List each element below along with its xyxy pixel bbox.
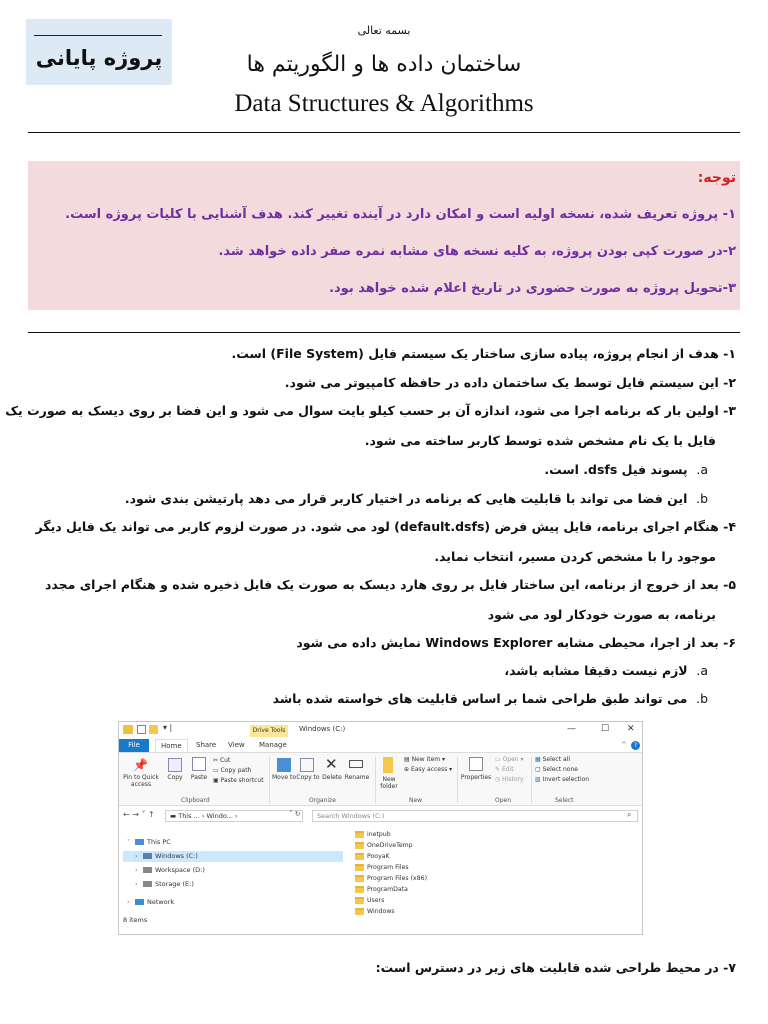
chevron-right-icon: › xyxy=(135,880,138,888)
history-icon: ◷ xyxy=(495,776,503,783)
list-item[interactable] xyxy=(355,907,395,916)
list-item[interactable] xyxy=(355,896,384,905)
file-list xyxy=(351,826,641,934)
folder-icon xyxy=(355,886,364,893)
help-icon[interactable]: ? xyxy=(631,741,640,750)
sub-marker: a. xyxy=(696,663,708,678)
nav-windows-c[interactable] xyxy=(135,852,198,860)
search-input[interactable]: Search Windows (C:) xyxy=(312,810,638,822)
easy-access-button[interactable]: ⊕ Easy access ▾ xyxy=(404,766,453,773)
edit-button[interactable] xyxy=(495,766,514,773)
navigation-pane xyxy=(119,826,344,934)
item-6-sub-b xyxy=(273,691,708,706)
rename-icon xyxy=(349,760,363,768)
drive-icon xyxy=(143,867,152,873)
title-persian: ساختمان داده ها و الگوریتم ها xyxy=(246,52,522,77)
invert-selection-icon: ▧ xyxy=(535,776,543,783)
sub-marker: b. xyxy=(696,491,708,506)
invert-selection-button[interactable] xyxy=(535,776,589,783)
item-4-line-2: موجود را با مشخص کردن مسیر، انتخاب نماید. xyxy=(434,549,716,564)
list-item[interactable] xyxy=(355,852,390,861)
close-icon[interactable]: ✕ xyxy=(627,724,635,734)
list-item[interactable] xyxy=(355,885,408,894)
list-item-label: Users xyxy=(367,897,385,904)
tab-view[interactable]: View xyxy=(228,741,245,749)
edit-icon: ✎ xyxy=(495,766,502,773)
computer-icon xyxy=(135,839,144,845)
new-item-button[interactable]: ▤ New item ▾ xyxy=(404,756,446,763)
move-to-icon xyxy=(277,758,291,772)
address-row xyxy=(119,808,642,823)
delete-icon: ✕ xyxy=(325,755,338,773)
group-open: Open xyxy=(495,797,512,804)
nav-label: Network xyxy=(147,898,175,906)
history-button[interactable] xyxy=(495,776,524,783)
properties-check-icon xyxy=(469,757,483,771)
select-none-button[interactable] xyxy=(535,766,578,773)
drive-icon: ▬ xyxy=(170,812,179,820)
sub-text: می تواند طبق طراحی شما بر اساس قابلیت های خواسته شده باشد xyxy=(272,691,688,706)
ribbon xyxy=(119,752,642,806)
item-count: 8 items xyxy=(123,916,148,924)
paste-button[interactable]: Paste xyxy=(190,774,208,781)
item-2: ۲- این سیستم فایل توسط یک ساختمان داده در حافظه کامپیوتر می شود. xyxy=(284,375,736,390)
drive-icon xyxy=(143,881,152,887)
scissors-icon: ✂ xyxy=(213,757,220,764)
select-all-icon: ▦ xyxy=(535,756,543,763)
copy-button[interactable]: Copy xyxy=(167,774,183,781)
list-item-label: Program Files xyxy=(367,864,409,871)
nav-label: This PC xyxy=(147,838,171,846)
basmala: بسمه تعالی xyxy=(357,24,411,37)
open-icon: ▭ xyxy=(495,756,503,763)
section-divider xyxy=(28,332,740,333)
item-5-line-2: برنامه، به صورت خودکار لود می شود xyxy=(487,607,716,622)
item-7: ۷- در محیط طراحی شده قابلیت های زیر در دسترس است: xyxy=(375,960,736,975)
copy-path-button[interactable] xyxy=(213,767,251,774)
new-folder-icon xyxy=(383,757,393,773)
group-new: New xyxy=(409,797,423,804)
list-item[interactable] xyxy=(355,863,409,872)
properties-button[interactable]: Properties xyxy=(460,774,492,781)
nav-label: Storage (E:) xyxy=(155,880,194,888)
title-bar xyxy=(119,722,642,738)
open-label: Open xyxy=(502,756,519,763)
folder-icon xyxy=(355,831,364,838)
folder-icon xyxy=(355,864,364,871)
sub-marker: a. xyxy=(696,462,708,477)
group-clipboard: Clipboard xyxy=(181,797,210,804)
select-all-button[interactable] xyxy=(535,756,570,763)
nav-network[interactable] xyxy=(127,898,174,906)
easy-access-label: Easy access xyxy=(410,766,448,773)
folder-icon xyxy=(355,853,364,860)
nav-storage-e[interactable] xyxy=(135,880,194,888)
item-3-sub-b xyxy=(125,491,708,506)
select-all-label: Select all xyxy=(542,756,571,763)
new-item-label: New item xyxy=(411,756,441,763)
ribbon-separator xyxy=(457,757,458,803)
list-item[interactable] xyxy=(355,874,427,883)
new-folder-icon xyxy=(149,725,158,734)
chevron-right-icon: › xyxy=(127,898,130,906)
nav-this-pc[interactable] xyxy=(127,838,171,846)
new-item-icon: ▤ xyxy=(404,756,412,763)
item-6-sub-a xyxy=(504,663,708,678)
new-folder-button[interactable]: New folder xyxy=(380,776,398,790)
quick-access-dropdown-icon[interactable]: ▾ | xyxy=(163,723,173,732)
list-item[interactable] xyxy=(355,841,413,850)
copy-icon xyxy=(168,758,182,772)
explorer-window xyxy=(118,721,643,935)
copy-to-button[interactable]: Copy to xyxy=(296,774,320,781)
delete-button[interactable]: Delete xyxy=(322,774,342,781)
ribbon-tabs xyxy=(119,739,642,752)
notice-item-1: ۱- پروژه تعریف شده، نسخه اولیه است و امکان دارد در آینده تغییر کند. هدف آشنایی با کلیات پروژه است. xyxy=(65,207,736,222)
item-4-line-1: ۴- هنگام اجرای برنامه، فایل پیش فرض (default.dsfs) لود می شود. در صورت لزوم کاربر می تواند یک فایل دیگر xyxy=(35,519,736,534)
copy-path-icon: ▭ xyxy=(213,767,221,774)
tab-manage[interactable]: Manage xyxy=(259,741,287,749)
sub-text: لازم نیست دقیقا مشابه باشد، xyxy=(504,663,688,678)
header-divider xyxy=(28,132,740,133)
tab-share[interactable]: Share xyxy=(196,741,217,749)
list-item-label: Program Files (x86) xyxy=(367,875,427,882)
history-label: History xyxy=(502,776,524,783)
window-title: Windows (C:) xyxy=(299,725,346,733)
paste-shortcut-button[interactable] xyxy=(213,777,264,784)
chevron-right-icon: › xyxy=(135,866,138,874)
properties-icon xyxy=(137,725,146,734)
tab-home[interactable]: Home xyxy=(155,739,188,752)
item-5-line-1: ۵- بعد از خروج از برنامه، این ساختار فایل بر روی هارد دیسک به صورت یک فایل ذخیره شده و هنگام اجرای مجدد xyxy=(44,577,736,592)
tab-file[interactable]: File xyxy=(119,739,149,752)
search-icon[interactable]: ⌕ xyxy=(627,810,632,819)
paste-icon xyxy=(192,757,206,771)
item-3-line-2: فایل با یک نام مشخص شده توسط کاربر ساخته می شود. xyxy=(364,433,716,448)
maximize-icon[interactable]: ☐ xyxy=(601,724,610,734)
address-text: This ... › Windo... › xyxy=(178,812,238,820)
list-item-label: ProgramData xyxy=(367,886,408,893)
list-item-label: OneDriveTemp xyxy=(367,842,413,849)
edit-label: Edit xyxy=(501,766,514,773)
ribbon-separator xyxy=(269,757,270,803)
pin-button[interactable]: Pin to Quick access xyxy=(123,774,159,788)
nav-label: Workspace (D:) xyxy=(155,866,205,874)
list-item-label: PooyaK xyxy=(367,853,390,860)
badge-label: پروژه پایانی xyxy=(35,46,163,70)
nav-arrows-icon[interactable]: ← → ˅ ↑ xyxy=(123,810,155,819)
address-bar[interactable] xyxy=(165,810,303,822)
drive-tools-tab[interactable]: Drive Tools xyxy=(250,725,288,737)
folder-icon xyxy=(355,842,364,849)
minimize-icon[interactable]: — xyxy=(567,724,576,734)
cut-label: Cut xyxy=(219,757,231,764)
paste-shortcut-label: Paste shortcut xyxy=(220,777,264,784)
invert-selection-label: Invert selection xyxy=(542,776,590,783)
folder-icon xyxy=(355,875,364,882)
item-1: ۱- هدف از انجام پروژه، پیاده سازی ساختار یک سیستم فایل (File System) است. xyxy=(231,346,736,361)
chevron-up-icon[interactable]: ^ xyxy=(621,741,627,749)
notice-heading: توجه: xyxy=(697,170,736,186)
item-3-sub-a xyxy=(544,462,708,477)
select-none-label: Select none xyxy=(542,766,578,773)
network-icon xyxy=(135,899,144,905)
nav-workspace-d[interactable] xyxy=(135,866,205,874)
nav-label: Windows (C:) xyxy=(155,852,198,860)
chevron-right-icon: › xyxy=(135,852,138,860)
cut-button[interactable] xyxy=(213,757,230,764)
item-6: ۶- بعد از اجرا، محیطی مشابه Windows Explorer نمایش داده می شود xyxy=(296,635,736,650)
rename-button[interactable]: Rename xyxy=(344,774,370,781)
easy-access-icon: ⊕ xyxy=(404,766,411,773)
move-to-button[interactable]: Move to xyxy=(271,774,297,781)
copy-to-icon xyxy=(300,758,314,772)
notice-item-3: ۳-تحویل پروژه به صورت حضوری در تاریخ اعلام شده خواهد بود. xyxy=(329,281,736,296)
sub-marker: b. xyxy=(696,691,708,706)
open-button[interactable]: ▭ Open ▾ xyxy=(495,756,524,763)
item-3-line-1: ۳- اولین بار که برنامه اجرا می شود، اندازه آن بر حسب کیلو بایت سوال می شود و این فضا بر روی دیسک به صورت یک xyxy=(5,403,736,418)
drive-icon xyxy=(143,853,152,859)
chevron-down-icon: ˅ xyxy=(127,838,131,846)
title-english: Data Structures & Algorithms xyxy=(234,90,534,117)
folder-icon xyxy=(355,908,364,915)
paste-shortcut-icon: ▣ xyxy=(213,777,221,784)
list-item-label: Windows xyxy=(367,908,395,915)
notice-item-2: ۲-در صورت کپی بودن پروژه، به کلیه نسخه های مشابه نمره صفر داده خواهد شد. xyxy=(218,244,736,259)
sub-text: این فضا می تواند با قابلیت هایی که برنامه در اختیار کاربر قرار می دهد پارتیشن بندی شود. xyxy=(124,491,688,506)
list-item-label: inetpub xyxy=(367,831,391,838)
group-select: Select xyxy=(555,797,574,804)
ribbon-separator xyxy=(531,757,532,803)
copy-path-label: Copy path xyxy=(220,767,252,774)
select-none-icon: ▢ xyxy=(535,766,543,773)
refresh-icon[interactable]: ˅ ↻ xyxy=(289,810,301,818)
folder-icon xyxy=(355,897,364,904)
folder-icon xyxy=(123,725,133,734)
pin-icon: 📌 xyxy=(133,758,148,772)
list-item[interactable] xyxy=(355,830,391,839)
sub-text: پسوند فیل dsfs. است. xyxy=(544,462,688,477)
group-organize: Organize xyxy=(309,797,336,804)
